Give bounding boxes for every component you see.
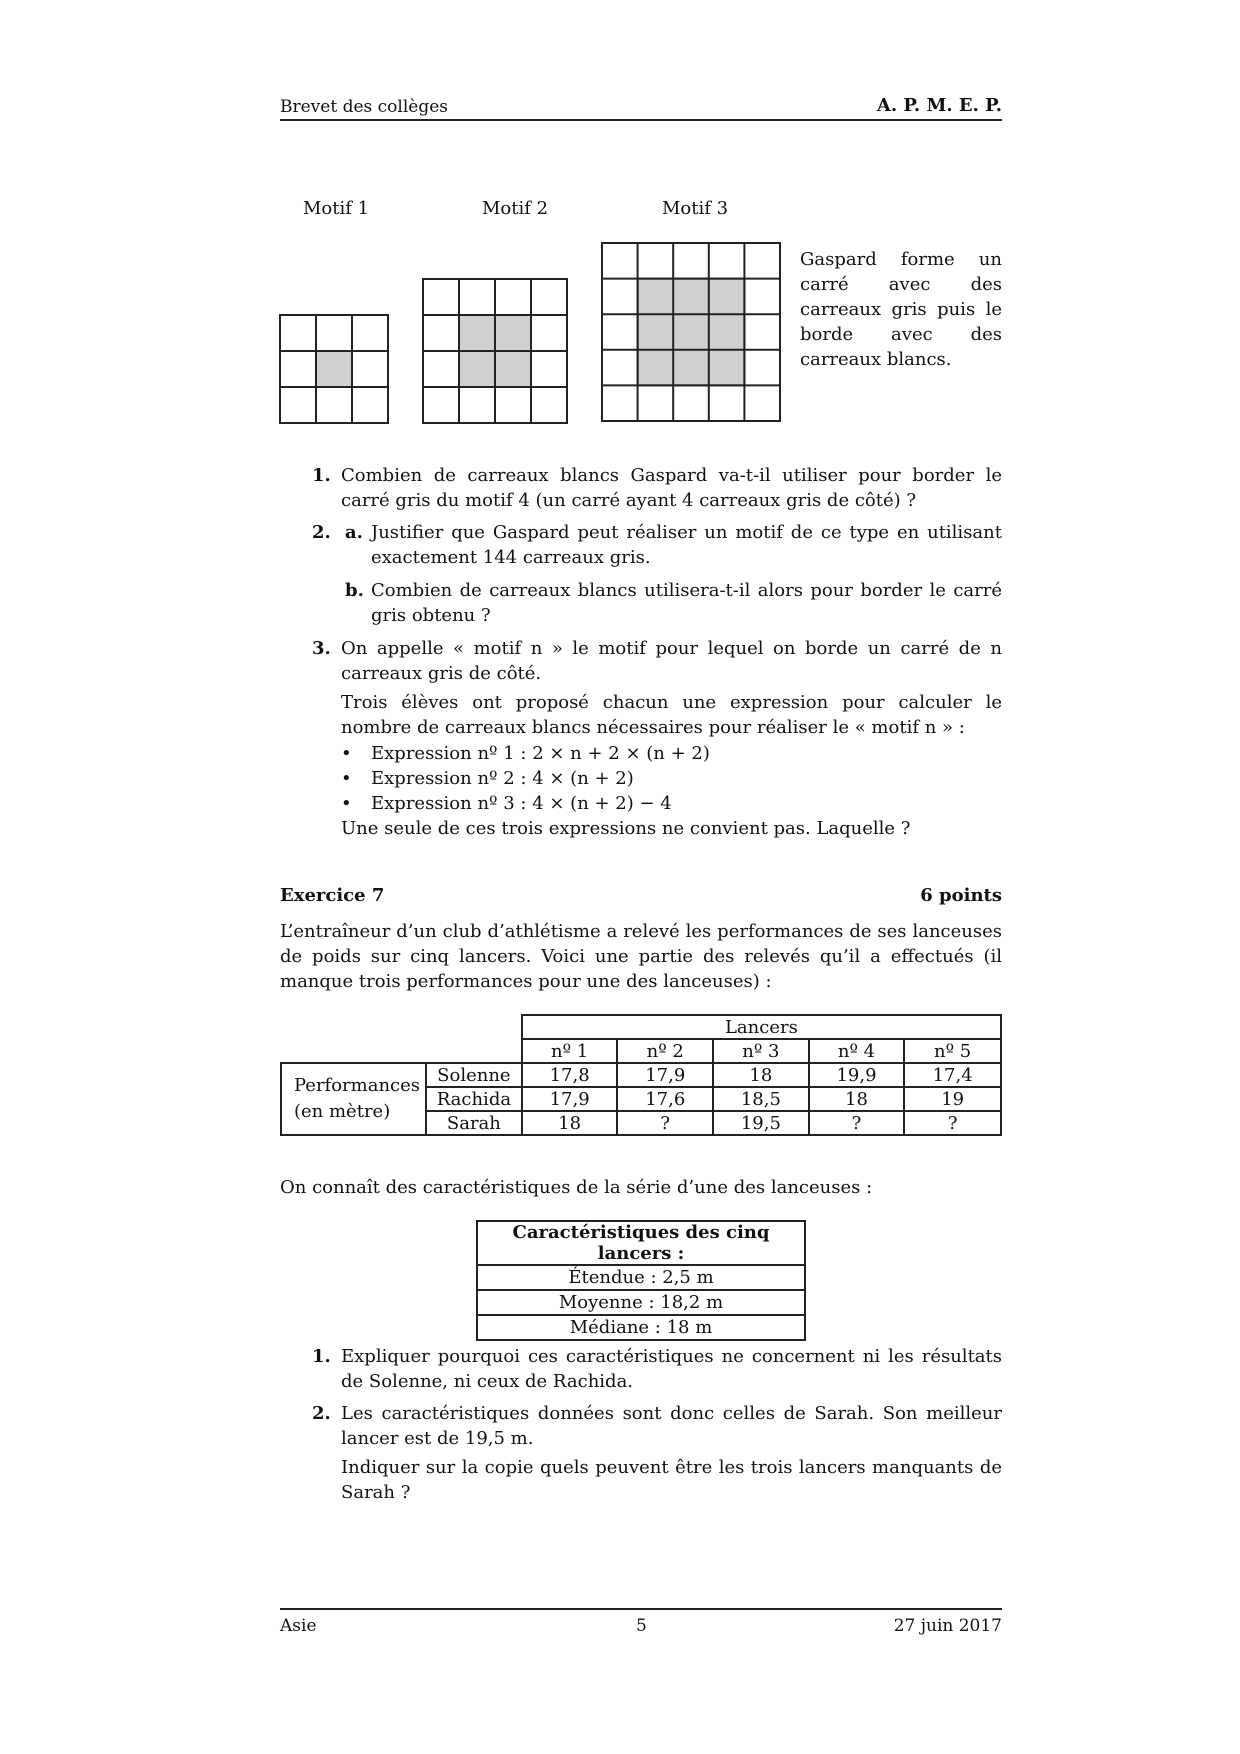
ex6-q2a-text: Justifier que Gaspard peut réaliser un motif de ce type en utilisant exactement 144 carreaux gris.: [371, 522, 1002, 568]
table-row-solenne: [281, 1063, 1001, 1087]
ex6-q3-conclusion: Une seule de ces trois expressions ne convient pas. Laquelle ?: [341, 818, 911, 839]
header-left: Brevet des collèges: [280, 97, 449, 117]
motif-3-label: Motif 3: [662, 198, 729, 219]
ex6-q3-number: 3.: [312, 638, 331, 659]
ex6-q1-number: 1.: [312, 465, 331, 486]
ex6-q3-intro: Trois élèves ont proposé chacun une expression pour calculer le nombre de carreaux blancs nécessaires pour réaliser le « motif n » :: [341, 692, 1002, 738]
ex7-q2-text2: Indiquer sur la copie quels peuvent être les trois lancers manquants de Sarah ?: [341, 1457, 1002, 1503]
motif-2-grid: [423, 279, 567, 423]
ex6-q1-text: Combien de carreaux blancs Gaspard va-t-il utiliser pour border le carré gris du motif 4 (un carré ayant 4 carreaux gris de côté) ?: [341, 465, 1002, 511]
column-header: nº 4: [809, 1039, 905, 1063]
table-cell: ?: [904, 1111, 1001, 1135]
table-cell: 19,9: [809, 1063, 905, 1087]
column-header: nº 2: [617, 1039, 713, 1063]
motifs-figure: [276, 240, 786, 426]
ex6-q3-expression-1: Expression nº 1 : 2 × n + 2 × (n + 2): [371, 743, 710, 764]
unit-label: (en mètre): [294, 1101, 391, 1122]
footer-rule: [280, 1608, 1002, 1610]
ex6-q2b-text: Combien de carreaux blancs utilisera-t-il alors pour border le carré gris obtenu ?: [371, 580, 1002, 626]
ex7-q2-number: 2.: [312, 1403, 331, 1424]
column-header: nº 5: [904, 1039, 1001, 1063]
ex7-q1-number: 1.: [312, 1346, 331, 1367]
table-cell: 19: [904, 1087, 1001, 1111]
table-cell: 18: [522, 1111, 618, 1135]
motif-3-gray-square: [638, 279, 745, 386]
header-rule: [280, 119, 1002, 121]
column-header: nº 1: [522, 1039, 618, 1063]
athlete-name: Sarah: [426, 1111, 522, 1135]
bullet-1: •: [341, 743, 352, 764]
ex6-q3-expression-2: Expression nº 2 : 4 × (n + 2): [371, 768, 634, 789]
athlete-name: Rachida: [426, 1087, 522, 1111]
footer-left: Asie: [280, 1616, 317, 1636]
carac-row-mediane: Médiane : 18 m: [477, 1315, 805, 1340]
column-header: nº 3: [713, 1039, 809, 1063]
table-cell: 17,9: [522, 1087, 618, 1111]
ex7-intro: L’entraîneur d’un club d’athlétisme a relevé les performances de ses lanceuses de poids sur cinq lancers. Voici une partie des relevés qu’il a effectués (il manque trois performances pour une des lanceuses) :: [280, 921, 1002, 992]
ex6-q2b-label: b.: [345, 580, 364, 601]
motif-1-gray-tile: [316, 351, 352, 387]
performances-table: [280, 1014, 1002, 1136]
footer-right: 27 juin 2017: [893, 1616, 1002, 1636]
motif-1-label: Motif 1: [303, 198, 370, 219]
caracteristiques-table: [476, 1220, 806, 1341]
ex6-q3-expression-3: Expression nº 3 : 4 × (n + 2) − 4: [371, 793, 672, 814]
performances-label: Performances: [294, 1075, 421, 1096]
lancers-header: Lancers: [522, 1015, 1001, 1039]
table-cell: ?: [617, 1111, 713, 1135]
carac-row-moyenne: Moyenne : 18,2 m: [477, 1290, 805, 1315]
carac-row-etendue: Étendue : 2,5 m: [477, 1265, 805, 1290]
page-number: 5: [636, 1616, 647, 1636]
ex6-q3-text: On appelle « motif n » le motif pour lequel on borde un carré de n carreaux gris de côté.: [341, 638, 1002, 684]
table-cell: 17,9: [617, 1063, 713, 1087]
bullet-2: •: [341, 768, 352, 789]
table-cell: 18,5: [713, 1087, 809, 1111]
athlete-name: Solenne: [426, 1063, 522, 1087]
ex7-q1-text: Expliquer pourquoi ces caractéristiques ne concernent ni les résultats de Solenne, ni ceux de Rachida.: [341, 1346, 1002, 1392]
table-cell: 17,6: [617, 1087, 713, 1111]
ex7-q2-text: Les caractéristiques données sont donc celles de Sarah. Son meilleur lancer est de 19,5 m.: [341, 1403, 1002, 1449]
motif-1-grid: [280, 315, 388, 423]
motif-3-grid: [602, 243, 780, 421]
table-cell: ?: [809, 1111, 905, 1135]
ex7-points: 6 points: [920, 885, 1002, 906]
motif-2-label: Motif 2: [482, 198, 549, 219]
motifs-description: Gaspard forme un carré avec des carreaux gris puis le borde avec des carreaux blancs.: [800, 249, 1002, 370]
table-cell: 18: [809, 1087, 905, 1111]
bullet-3: •: [341, 793, 352, 814]
performances-row-label: [281, 1063, 426, 1135]
carac-header: Caractéristiques des cinq lancers :: [477, 1221, 805, 1265]
table-cell: 18: [713, 1063, 809, 1087]
table-cell: 17,8: [522, 1063, 618, 1087]
table-cell: 17,4: [904, 1063, 1001, 1087]
table-cell: 19,5: [713, 1111, 809, 1135]
ex7-title: Exercice 7: [280, 885, 385, 906]
ex6-q2-number: 2.: [312, 522, 331, 543]
ex6-q2a-label: a.: [345, 522, 363, 543]
header-right: A. P. M. E. P.: [876, 95, 1002, 116]
carac-intro: On connaît des caractéristiques de la série d’une des lanceuses :: [280, 1177, 873, 1198]
